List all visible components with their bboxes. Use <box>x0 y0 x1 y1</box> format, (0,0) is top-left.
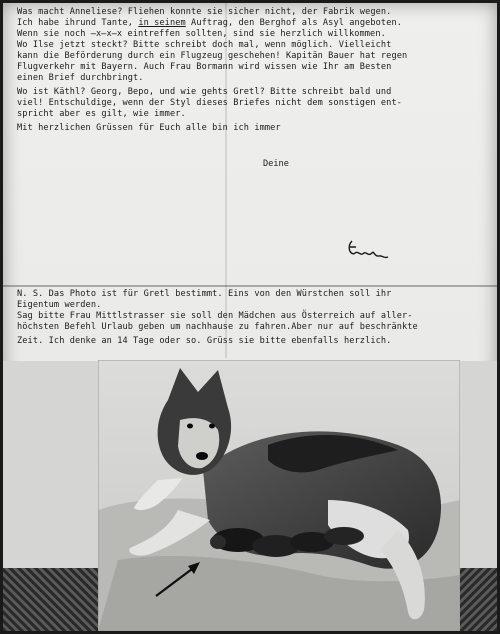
postscript-line-5: Zeit. Ich denke an 14 Tage oder so. Grüss sie bitte ebenfalls herzlich. <box>17 336 392 346</box>
postscript-line-2: Eigentum werden. <box>17 300 102 310</box>
postscript-line-1: N. S. Das Photo ist für Gretl bestimmt. Eins von den Würstchen soll ihr <box>17 289 392 299</box>
letter-line-9: viel! Entschuldige, wenn der Styl dieses Briefes nicht dem sonstigen ent- <box>17 98 402 108</box>
letter-line-4: Wo Ilse jetzt steckt? Bitte schreibt doch mal, wenn möglich. Vielleicht <box>17 40 392 50</box>
letter-page <box>3 3 497 631</box>
dog-with-puppies-image <box>98 360 460 631</box>
letter-line-1: Was macht Anneliese? Fliehen konnte sie sicher nicht, der Fabrik wegen. <box>17 7 392 17</box>
postscript-line-3: Sag bitte Frau Mittlstrasser sie soll den Mädchen aus Österreich auf aller- <box>17 311 413 321</box>
patterned-fabric-right <box>460 568 497 631</box>
puppy-4 <box>324 527 364 545</box>
dog-photo <box>98 360 460 631</box>
signature-mark <box>346 235 406 269</box>
letter-line-5: kann die Beförderung durch ein Flugzeug geschehen! Kapitän Bauer hat regen <box>17 51 408 61</box>
postscript-line-4: höchsten Befehl Urlaub geben um nachhause zu fahren.Aber nur auf beschränkte <box>17 322 418 332</box>
letter-line-8: Wo ist Käthl? Georg, Bepo, und wie gehts Gretl? Bitte schreibt bald und <box>17 87 392 97</box>
signature <box>346 235 406 273</box>
letter-line-11: Mit herzlichen Grüssen für Euch alle bin ich immer <box>17 123 281 133</box>
letter-line-7: einen Brief durchbringt. <box>17 73 144 83</box>
underlined-phrase: in seinem <box>138 18 186 28</box>
letter-line-6: Flugverkehr mit Bayern. Auch Frau Bormann wird wissen wie Ihr am Besten <box>17 62 392 72</box>
background-right <box>460 361 497 568</box>
patterned-fabric-left <box>3 568 98 631</box>
fold-crease-horizontal <box>3 285 497 287</box>
background-left <box>3 361 98 568</box>
letter-line-2: Ich habe ihrund Tante, in seinem Auftrag, den Berghof als Asyl angeboten. <box>17 18 403 28</box>
closing-word: Deine <box>263 159 289 169</box>
letter-line-10: spricht aber es gilt, wie immer. <box>17 109 186 119</box>
letter-line-3: Wenn sie noch ̶x̶x̶x eintreffen sollten, sind sie herzlich willkommen. <box>17 29 386 39</box>
